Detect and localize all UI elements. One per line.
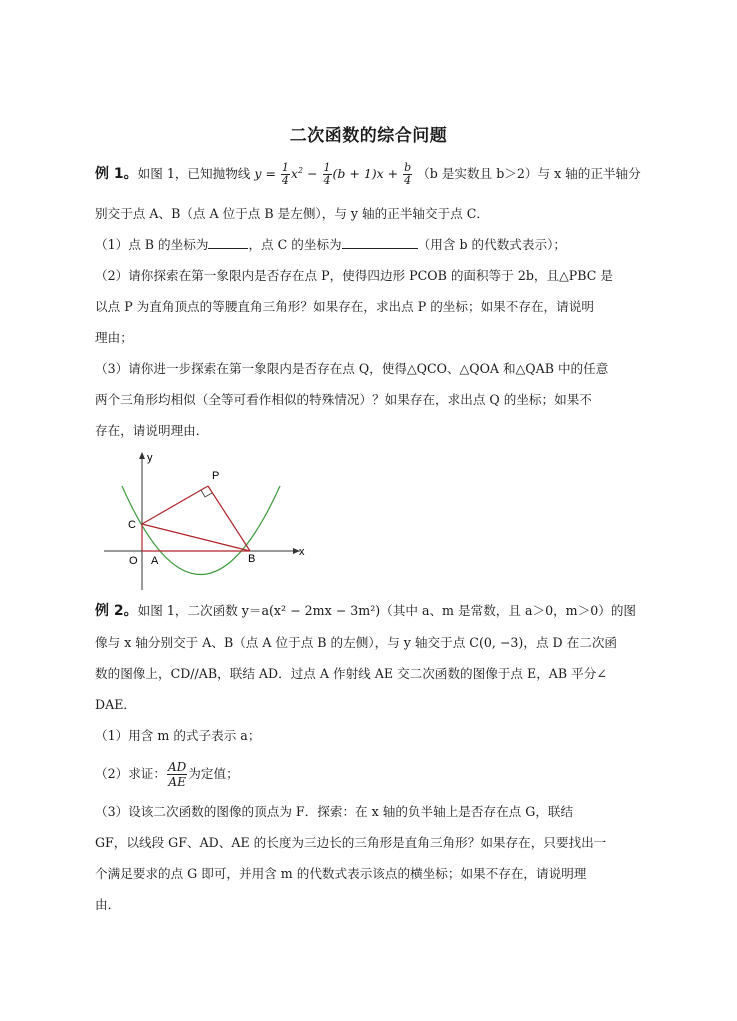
ratio-AD-AE: $\frac{AD}{AE}$ (167, 760, 187, 789)
segment-PB (208, 486, 250, 551)
page-title: 二次函数的综合问题 (289, 126, 448, 146)
ex2-q3-line-4: 由． (95, 897, 121, 912)
ex1-line-2: 别交于点 A、B（点 A 位于点 B 是左侧），与 y 轴的正半轴交于点 C． (95, 206, 490, 221)
segment-CB (142, 524, 250, 551)
answer-blank-c (342, 238, 418, 249)
ex2-q3-line-3: 个满足要求的点 G 即可，并用含 m 的代数式表示该点的横坐标；如果不存在，请说明理 (95, 866, 587, 881)
ex1-label: 例 1。 (95, 166, 138, 182)
parabola-figure (100, 448, 315, 593)
y-axis-arrow (139, 452, 145, 459)
answer-blank-b (208, 238, 248, 249)
ex2-label: 例 2。 (95, 603, 138, 619)
ex1-q3-line-3: 存在，请说明理由． (95, 423, 209, 438)
ex1-formula: y = $\frac{1}{4}$ $x^2$ − $\frac{1}{4}$ (b + 1)x + $\frac{b}{4}$ (254, 161, 412, 187)
label-C: C (128, 519, 136, 531)
label-O: O (129, 555, 138, 567)
ex2-q1: （1）用含 m 的式子表示 a； (95, 728, 261, 743)
ex2-line-2: 像与 x 轴分别交于 A、B（点 A 位于点 B 的左侧），与 y 轴交于点 C(0, −3)，点 D 在二次函 (95, 635, 618, 650)
ex1-intro: 如图 1，已知抛物线 (137, 166, 251, 181)
right-angle-mark (201, 490, 212, 497)
ex1-q1: （1）点 B 的坐标为 ，点 C 的坐标为 （用含 b 的代数式表示）； (95, 237, 566, 252)
ex1-line-1 (95, 162, 655, 187)
ex1-q2-line-1: （2）请你探索在第一象限内是否存在点 P，使得四边形 PCOB 的面积等于 2b，且△PBC 是 (95, 268, 613, 283)
ex2-line-1: 例 2。如图 1，二次函数 y＝a(x² − 2mx − 3m²)（其中 a、m 是常数，且 a＞0，m＞0）的图 (95, 603, 637, 619)
label-B: B (248, 553, 256, 565)
ex2-q3-line-1: （3）设该二次函数的图像的顶点为 F．探索：在 x 轴的负半轴上是否存在点 G，联结 (95, 804, 574, 819)
ex1-q2-line-3: 理由； (95, 330, 133, 345)
ex1-intro-cont: （b 是实数且 b＞2）与 x 轴的正半轴分 (417, 166, 641, 181)
label-A: A (151, 555, 159, 567)
segment-CP (142, 486, 208, 524)
label-y: y (147, 452, 153, 464)
ex1-q3-line-1: （3）请你进一步探索在第一象限内是否存在点 Q，使得△QCO、△QOA 和△QAB 中的任意 (95, 361, 609, 376)
label-P: P (212, 470, 220, 482)
ex1-q2-line-2: 以点 P 为直角顶点的等腰直角三角形？如果存在，求出点 P 的坐标；如果不存在，请说明 (95, 299, 594, 314)
ex2-line-4: DAE． (95, 697, 136, 712)
ex1-q3-line-2: 两个三角形均相似（全等可看作相似的特殊情况）？如果存在，求出点 Q 的坐标；如果不 (95, 392, 592, 407)
ex2-q3-line-2: GF，以线段 GF、AD、AE 的长度为三边长的三角形是直角三角形？如果存在，只要找出一 (95, 835, 607, 850)
ex2-q2: （2）求证： $\frac{AD}{AE}$ 为定值； (95, 760, 239, 789)
ex2-line-3: 数的图像上，CD//AB，联结 AD．过点 A 作射线 AE 交二次函数的图像于点 E，AB 平分∠ (95, 666, 607, 681)
label-x: x (299, 546, 305, 558)
parabola-curve (122, 486, 280, 575)
